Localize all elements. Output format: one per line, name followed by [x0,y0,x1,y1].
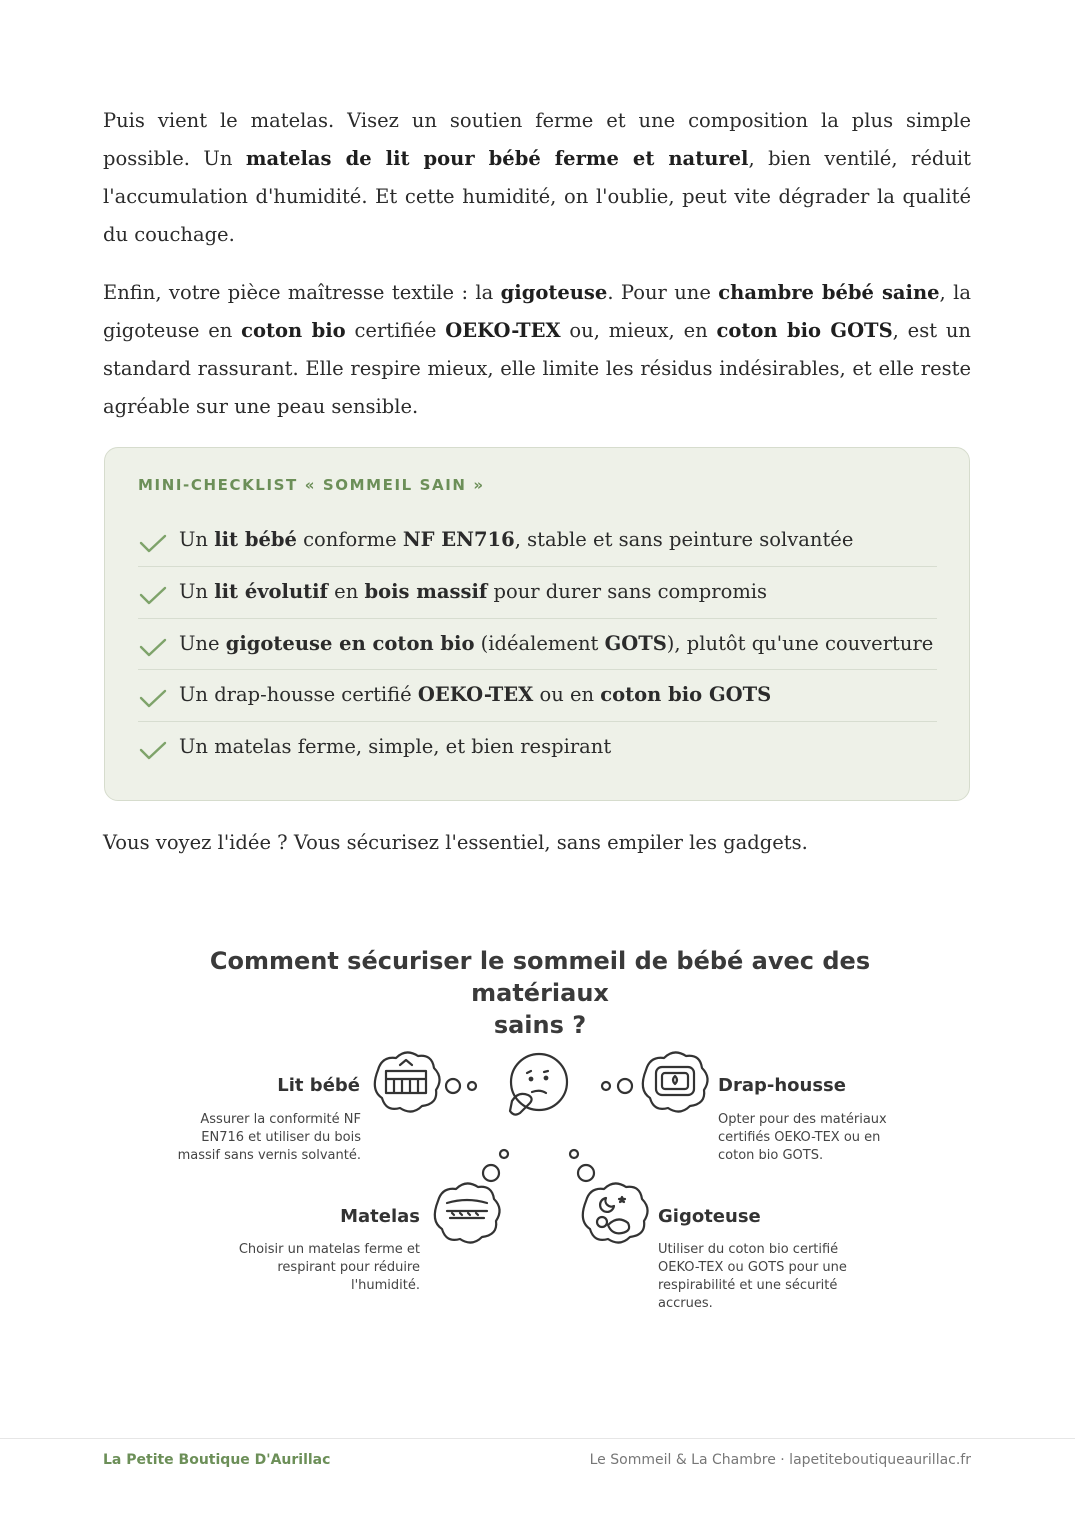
text: ou, mieux, en [560,319,717,342]
text: Enfin, votre pièce maîtresse textile : la [103,281,501,304]
checklist-item-text: Un lit évolutif en bois massif pour durer sans compromis [179,580,768,603]
bold-text: matelas de lit pour bébé ferme et naturel [245,147,749,170]
title-line: Comment sécuriser le sommeil de bébé avec des matériaux [209,947,871,1007]
thinking-face-icon [510,1054,567,1115]
checklist-item [138,618,937,670]
sleeping-bag-icon [583,1183,648,1242]
lit-bebe-label: Lit bébé [277,1075,360,1096]
checklist-item-text: Une gigoteuse en coton bio (idéalement GOTS), plutôt qu'une couverture [179,632,934,655]
gigoteuse-label: Gigoteuse [658,1206,761,1227]
checklist-item [138,566,937,618]
mattress-icon [435,1183,500,1242]
text: . Pour une [607,281,719,304]
gigoteuse-desc: Utiliser du coton bio certifié OEKO-TEX ou GOTS pour une respirabilité et une sécurité accrues. [658,1242,847,1311]
footer-divider [0,1438,1075,1439]
check-icon [138,638,168,658]
checklist-item-text: Un lit bébé conforme NF EN716, stable et sans peinture solvantée [179,528,854,551]
checklist-item [138,514,937,566]
matelas-label: Matelas [340,1206,420,1227]
drap-housse-desc: Opter pour des matériaux certifiés OEKO-TEX ou en coton bio GOTS. [718,1112,887,1163]
lit-bebe-desc: Assurer la conformité NF EN716 et utiliser du bois massif sans vernis solvanté. [177,1112,361,1163]
check-icon [138,586,168,606]
bedsheet-icon [643,1052,708,1111]
crib-icon [375,1052,440,1111]
checklist-item-text: Un drap-housse certifié OEKO-TEX ou en coton bio GOTS [179,683,772,706]
text: , est un standard rassurant. Elle respire mieux, elle limite les résidus indésirables, et elle reste agréable sur une peau sensible. [103,319,971,418]
check-icon [138,741,168,761]
bold-text: coton bio [241,319,346,342]
paragraph-conclusion: Vous voyez l'idée ? Vous sécurisez l'essentiel, sans empiler les gadgets. [103,831,808,854]
matelas-desc: Choisir un matelas ferme et respirant pour réduire l'humidité. [238,1242,420,1293]
text: , la gigoteuse en [103,281,971,342]
text: Puis vient le matelas. Visez un soutien ferme et une composition la plus simple possible. Un [103,109,971,170]
checklist-item-text: Un matelas ferme, simple, et bien respirant [179,735,612,758]
text: certifiée [345,319,446,342]
bold-text: coton bio GOTS [716,319,893,342]
checklist-item [138,721,937,773]
bold-text: chambre bébé saine [718,281,940,304]
text: , bien ventilé, réduit l'accumulation d'humidité. Et cette humidité, on l'oublie, peut vite dégrader la qualité du couchage. [103,147,971,246]
bold-text: OEKO-TEX [445,319,561,342]
paragraph-matelas [103,102,971,254]
checklist-item [138,669,937,721]
check-icon [138,534,168,554]
checklist-title: MINI-CHECKLIST « SOMMEIL SAIN » [138,476,485,494]
title-line: sains ? [493,1011,587,1039]
drap-housse-label: Drap-housse [718,1075,846,1096]
paragraph-gigoteuse [103,274,971,426]
footer-section-url: Le Sommeil & La Chambre · lapetiteboutiqueaurillac.fr [589,1452,971,1468]
bold-text: gigoteuse [500,281,608,304]
sleep-checklist-box [104,447,970,801]
infographic [150,945,930,1325]
check-icon [138,689,168,709]
footer-brand: La Petite Boutique D'Aurillac [103,1452,331,1468]
